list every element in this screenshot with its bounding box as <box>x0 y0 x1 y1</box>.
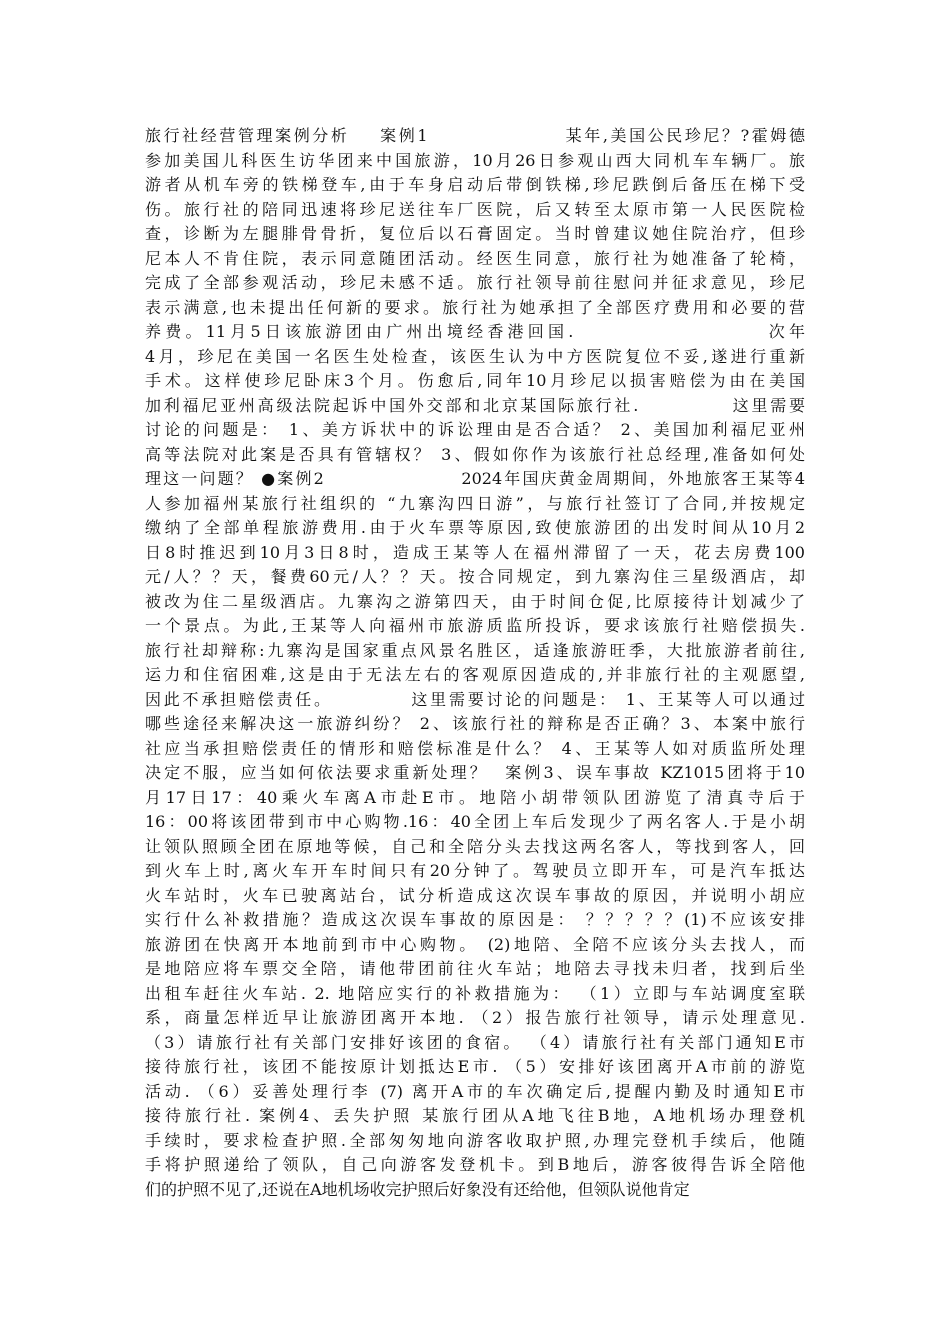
text-line: 加利福尼亚州高级法院起诉中国外交部和北京某国际旅行社. 这里需要 <box>145 395 805 415</box>
text-line: 接待旅行社，该团不能按原计划抵达E市. （5）安排好该团离开A市前的游览 <box>145 1057 805 1076</box>
text-line: 到火车上时,离火车开车时间只有20分钟了。驾驶员立即开车，可是汽车抵达 <box>145 861 805 880</box>
text-line: 高等法院对此案是否具有管辖权？ 3、假如你作为该旅行社总经理,准备如何处 <box>145 444 805 464</box>
text-line: 被改为住二星级酒店。九寨沟之游第四天，由于时间仓促,比原接待计划减少了 <box>145 591 805 611</box>
text-line: 接待旅行社. 案例4、丢失护照 某旅行团从A地飞往B地，A地机场办理登机 <box>145 1106 805 1125</box>
text-line: 人参加福州某旅行社组织的 “九寨沟四日游”，与旅行社签订了合同,并按规定 <box>145 493 805 513</box>
text-line: 伤。旅行社的陪同迅速将珍尼送往车厂医院，后又转至太原市第一人民医院检 <box>145 199 805 219</box>
text-line: 手术。这样使珍尼卧床3个月。伤愈后,同年10月珍尼以损害赔偿为由在美国 <box>145 371 805 390</box>
text-line: 们的护照不见了,还说在A地机场收完护照后好象没有还给他，但领队说他肯定 <box>145 1179 690 1199</box>
text-line: 理这一问题？ ●案例2 2024年国庆黄金周期间，外地旅客王某等4 <box>145 469 805 488</box>
text-line: 日8时推迟到10月3日8时，造成王某等人在福州滞留了一天，花去房费100 <box>145 542 805 562</box>
text-line: 16：00将该团带到市中心购物.16：40全团上车后发现少了两名客人.于是小胡 <box>145 812 805 831</box>
text-line: 手将护照递给了领队，自己向游客发登机卡。到B地后，游客彼得告诉全陪他 <box>145 1155 805 1174</box>
text-line: 实行什么补救措施？造成这次误车事故的原因是： ？？？？？(1)不应该安排 <box>145 910 805 929</box>
text-line: 让领队照顾全团在原地等候，自己和全陪分头去找这两名客人，等找到客人，回 <box>145 836 805 856</box>
text-line: 月17日17：40乘火车离A市赴E市。地陪小胡带领队团游览了清真寺后于 <box>145 787 805 807</box>
text-line: 系，商量怎样近早让旅游团离开本地. （2）报告旅行社领导，请示处理意见. <box>145 1008 805 1027</box>
text-line: 参加美国儿科医生访华团来中国旅游，10月26日参观山西大同机车车辆厂。旅 <box>145 150 805 170</box>
text-line: 4月，珍尼在美国一名医生处检查，该医生认为中方医院复位不妥,遂进行重新 <box>145 346 805 366</box>
text-line: 缴纳了全部单程旅游费用.由于火车票等原因,致使旅游团的出发时间从10月2 <box>145 518 805 537</box>
text-line: 完成了全部参观活动，珍尼未感不适。旅行社领导前往慰问并征求意见，珍尼 <box>145 273 805 292</box>
text-line: 社应当承担赔偿责任的情形和赔偿标准是什么？ 4、王某等人如对质监所处理 <box>145 738 805 758</box>
text-line: 一个景点。为此,王某等人向福州市旅游质监所投诉，要求该旅行社赔偿损失. <box>145 616 805 635</box>
text-line: 因此不承担赔偿责任。 这里需要讨论的问题是： 1、王某等人可以通过 <box>145 689 805 709</box>
text-line: 游者从机车旁的铁梯登车,由于车身启动后带倒铁梯,珍尼跌倒后备压在梯下受 <box>145 175 805 194</box>
text-line: 旅游团在快离开本地前到市中心购物。 (2)地陪、全陪不应该分头去找人，而 <box>145 934 805 954</box>
text-line: 元/人？？天，餐费60元/人？？天。按合同规定，到九寨沟住三星级酒店，却 <box>145 567 805 586</box>
text-line: 活动. （6）妥善处理行李 (7) 离开A市的车次确定后,提醒内勤及时通知E市 <box>145 1081 805 1101</box>
text-line: 火车站时，火车已驶离站台，试分析造成这次误车事故的原因，并说明小胡应 <box>145 885 805 905</box>
text-line: 决定不服，应当如何依法要求重新处理？ 案例3、误车事故 KZ1015团将于10 <box>145 763 805 782</box>
text-line: 养费。11月5日该旅游团由广州出境经香港回国. 次年 <box>145 322 805 341</box>
text-line: 旅行社却辩称:九寨沟是国家重点风景名胜区，适逢旅游旺季，大批旅游者前往, <box>145 640 805 660</box>
text-line: 手续时，要求检查护照.全部匆匆地向游客收取护照,办理完登机手续后，他随 <box>145 1130 805 1150</box>
text-line: 尼本人不肯住院，表示同意随团活动。经医生同意，旅行社为她准备了轮椅， <box>145 248 805 268</box>
text-line: 表示满意,也未提出任何新的要求。旅行社为她承担了全部医疗费用和必要的营 <box>145 297 805 317</box>
document-body <box>145 124 805 1202</box>
text-line: 是地陪应将车票交全陪，请他带团前往火车站；地陪去寻找未归者，找到后坐 <box>145 959 805 978</box>
text-line: 旅行社经营管理案例分析 案例1 某年,美国公民珍尼？?霍姆德 <box>145 126 805 145</box>
text-line: （3）请旅行社有关部门安排好该团的食宿。 （4）请旅行社有关部门通知E市 <box>145 1032 805 1052</box>
text-line: 哪些途径来解决这一旅游纠纷？ 2、该旅行社的辩称是否正确？3、本案中旅行 <box>145 714 805 733</box>
text-line: 查，诊断为左腿腓骨骨折，复位后以石膏固定。当时曾建议她住院治疗，但珍 <box>145 224 805 243</box>
text-line: 运力和住宿困难,这是由于无法左右的客观原因造成的,并非旅行社的主观愿望, <box>145 665 805 684</box>
text-line: 讨论的问题是： 1、美方诉状中的诉讼理由是否合适？ 2、美国加利福尼亚州 <box>145 420 805 439</box>
text-line: 出租车赶往火车站. 2. 地陪应实行的补救措施为： （1）立即与车站调度室联 <box>145 983 805 1003</box>
